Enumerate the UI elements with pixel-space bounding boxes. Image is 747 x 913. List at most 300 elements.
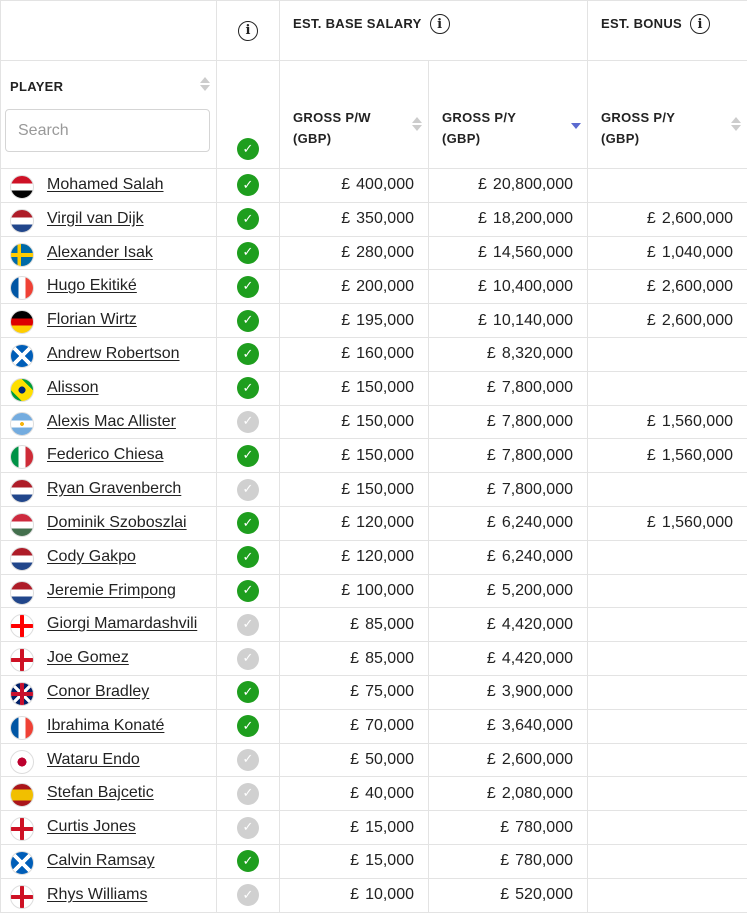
uk-flag-icon xyxy=(10,682,34,706)
sort-icon[interactable] xyxy=(731,117,741,131)
gross-py-cell xyxy=(429,337,588,371)
currency-symbol: £ xyxy=(341,244,350,261)
bonus-info-icon[interactable]: i xyxy=(690,14,710,34)
unverified-check-icon: ✓ xyxy=(237,817,259,839)
england-flag-icon xyxy=(10,817,34,841)
bonus-py-cell xyxy=(588,439,747,473)
verified-check-icon: ✓ xyxy=(237,580,259,602)
gross-py-value: 780,000 xyxy=(515,819,573,836)
unverified-check-icon: ✓ xyxy=(237,648,259,670)
table-row xyxy=(1,506,747,540)
japan-flag-icon xyxy=(10,750,34,774)
player-cell xyxy=(1,844,217,878)
currency-symbol: £ xyxy=(341,413,350,430)
currency-symbol: £ xyxy=(487,514,496,531)
table-row xyxy=(1,811,747,845)
player-cell xyxy=(1,811,217,845)
gross-py-value: 10,140,000 xyxy=(493,312,573,329)
currency-symbol: £ xyxy=(647,514,656,531)
gross-pw-value: 195,000 xyxy=(356,312,414,329)
verified-check-icon: ✓ xyxy=(237,208,259,230)
gross-pw-unit: (GBP) xyxy=(293,131,331,146)
currency-symbol: £ xyxy=(341,176,350,193)
gross-pw-cell xyxy=(280,202,429,236)
verified-check-icon: ✓ xyxy=(237,850,259,872)
verified-cell xyxy=(217,202,280,236)
player-name-link[interactable]: Dominik Szoboszlai xyxy=(47,514,187,532)
verified-cell xyxy=(217,540,280,574)
gross-py-cell xyxy=(429,506,588,540)
player-cell xyxy=(1,371,217,405)
currency-symbol: £ xyxy=(341,210,350,227)
currency-symbol: £ xyxy=(478,176,487,193)
player-name-link[interactable]: Calvin Ramsay xyxy=(47,852,155,870)
gross-py-value: 2,600,000 xyxy=(502,751,573,768)
gross-py-value: 7,800,000 xyxy=(502,379,573,396)
base-salary-info-icon[interactable]: i xyxy=(430,14,450,34)
table-row xyxy=(1,777,747,811)
gross-py-unit: (GBP) xyxy=(442,131,480,146)
bonus-py-cell xyxy=(588,642,747,676)
gross-py-cell xyxy=(429,777,588,811)
verified-check-icon: ✓ xyxy=(237,343,259,365)
player-column-label[interactable]: PLAYER xyxy=(10,79,63,94)
germany-flag-icon xyxy=(10,310,34,334)
player-name-link[interactable]: Virgil van Dijk xyxy=(47,210,144,228)
gross-pw-value: 280,000 xyxy=(356,244,414,261)
gross-py-value: 7,800,000 xyxy=(502,447,573,464)
scotland-flag-icon xyxy=(10,851,34,875)
georgia-flag-icon xyxy=(10,614,34,638)
bonus-py-cell xyxy=(588,540,747,574)
gross-pw-value: 150,000 xyxy=(356,481,414,498)
player-name-link[interactable]: Jeremie Frimpong xyxy=(47,582,176,600)
gross-pw-cell xyxy=(280,337,429,371)
bonus-py-cell xyxy=(588,405,747,439)
unverified-check-icon: ✓ xyxy=(237,749,259,771)
info-icon[interactable]: i xyxy=(238,21,258,41)
gross-py-cell xyxy=(429,540,588,574)
gross-py-cell xyxy=(429,574,588,608)
currency-symbol: £ xyxy=(341,548,350,565)
player-cell xyxy=(1,236,217,270)
table-row xyxy=(1,337,747,371)
unverified-check-icon: ✓ xyxy=(237,783,259,805)
check-icon: ✓ xyxy=(237,138,259,160)
brazil-flag-icon xyxy=(10,378,34,402)
currency-symbol: £ xyxy=(487,447,496,464)
verified-check-icon: ✓ xyxy=(237,512,259,534)
verified-cell xyxy=(217,811,280,845)
verified-cell xyxy=(217,439,280,473)
bonus-py-cell xyxy=(588,169,747,203)
bonus-py-column-header[interactable] xyxy=(588,61,747,169)
currency-symbol: £ xyxy=(478,244,487,261)
player-name-link[interactable]: Rhys Williams xyxy=(47,886,147,904)
currency-symbol: £ xyxy=(350,819,359,836)
gross-pw-cell xyxy=(280,811,429,845)
gross-py-cell xyxy=(429,844,588,878)
currency-symbol: £ xyxy=(487,751,496,768)
gross-py-cell xyxy=(429,202,588,236)
player-cell xyxy=(1,574,217,608)
currency-symbol: £ xyxy=(478,278,487,295)
currency-symbol: £ xyxy=(500,886,509,903)
bonus-py-cell xyxy=(588,337,747,371)
verified-check-icon: ✓ xyxy=(237,242,259,264)
gross-pw-cell xyxy=(280,574,429,608)
gross-pw-value: 70,000 xyxy=(365,717,414,734)
player-name-link[interactable]: Ryan Gravenberch xyxy=(47,480,181,498)
gross-py-cell xyxy=(429,642,588,676)
bonus-py-cell xyxy=(588,709,747,743)
table-row xyxy=(1,473,747,507)
bonus-py-cell xyxy=(588,371,747,405)
gross-pw-cell xyxy=(280,675,429,709)
verified-cell xyxy=(217,236,280,270)
player-name-link[interactable]: Curtis Jones xyxy=(47,818,136,836)
bonus-py-cell xyxy=(588,878,747,912)
france-flag-icon xyxy=(10,276,34,300)
player-cell xyxy=(1,743,217,777)
bonus-py-cell xyxy=(588,743,747,777)
verified-check-icon: ✓ xyxy=(237,174,259,196)
verified-check-icon: ✓ xyxy=(237,445,259,467)
search-input[interactable] xyxy=(5,109,210,152)
gross-py-value: 4,420,000 xyxy=(502,616,573,633)
bonus-py-label: GROSS P/Y xyxy=(601,110,675,125)
table-row xyxy=(1,202,747,236)
bonus-py-cell xyxy=(588,304,747,338)
unverified-check-icon: ✓ xyxy=(237,479,259,501)
gross-py-value: 4,420,000 xyxy=(502,650,573,667)
verified-cell xyxy=(217,304,280,338)
currency-symbol: £ xyxy=(350,886,359,903)
verified-cell xyxy=(217,675,280,709)
player-cell xyxy=(1,506,217,540)
currency-symbol: £ xyxy=(647,312,656,329)
gross-py-cell xyxy=(429,169,588,203)
verified-group-header xyxy=(217,1,280,61)
player-name-link[interactable]: Ibrahima Konaté xyxy=(47,717,164,735)
verified-check-icon: ✓ xyxy=(237,276,259,298)
gross-pw-value: 85,000 xyxy=(365,650,414,667)
currency-symbol: £ xyxy=(341,345,350,362)
currency-symbol: £ xyxy=(478,312,487,329)
gross-pw-cell xyxy=(280,439,429,473)
gross-pw-value: 40,000 xyxy=(365,785,414,802)
table-row xyxy=(1,405,747,439)
verified-cell xyxy=(217,777,280,811)
gross-pw-value: 50,000 xyxy=(365,751,414,768)
gross-py-cell xyxy=(429,405,588,439)
bonus-py-cell xyxy=(588,202,747,236)
bonus-py-value: 1,040,000 xyxy=(662,244,733,261)
bonus-py-unit: (GBP) xyxy=(601,131,639,146)
currency-symbol: £ xyxy=(350,683,359,700)
bonus-group-header xyxy=(588,1,747,61)
gross-py-value: 3,900,000 xyxy=(502,683,573,700)
verified-cell xyxy=(217,709,280,743)
player-cell xyxy=(1,405,217,439)
player-name-link[interactable]: Wataru Endo xyxy=(47,751,140,769)
verified-cell xyxy=(217,574,280,608)
verified-cell xyxy=(217,473,280,507)
table-row xyxy=(1,574,747,608)
unverified-check-icon: ✓ xyxy=(237,411,259,433)
gross-py-cell xyxy=(429,878,588,912)
gross-pw-label: GROSS P/W xyxy=(293,110,371,125)
unverified-check-icon: ✓ xyxy=(237,614,259,636)
verified-cell xyxy=(217,878,280,912)
currency-symbol: £ xyxy=(487,379,496,396)
gross-pw-value: 15,000 xyxy=(365,852,414,869)
currency-symbol: £ xyxy=(478,210,487,227)
gross-pw-cell xyxy=(280,270,429,304)
gross-pw-value: 100,000 xyxy=(356,582,414,599)
gross-pw-cell xyxy=(280,304,429,338)
verified-cell xyxy=(217,270,280,304)
verified-cell xyxy=(217,844,280,878)
france-flag-icon xyxy=(10,716,34,740)
base-salary-group-header xyxy=(280,1,588,61)
gross-pw-cell xyxy=(280,540,429,574)
bonus-py-cell xyxy=(588,608,747,642)
gross-pw-column-header[interactable] xyxy=(280,61,429,169)
verified-cell xyxy=(217,506,280,540)
gross-py-value: 780,000 xyxy=(515,852,573,869)
table-row xyxy=(1,371,747,405)
gross-pw-value: 120,000 xyxy=(356,514,414,531)
gross-py-value: 10,400,000 xyxy=(493,278,573,295)
currency-symbol: £ xyxy=(350,717,359,734)
currency-symbol: £ xyxy=(487,717,496,734)
gross-py-cell xyxy=(429,473,588,507)
table-row xyxy=(1,878,747,912)
gross-pw-cell xyxy=(280,743,429,777)
player-cell xyxy=(1,202,217,236)
currency-symbol: £ xyxy=(341,312,350,329)
currency-symbol: £ xyxy=(487,650,496,667)
gross-pw-value: 150,000 xyxy=(356,413,414,430)
gross-py-value: 6,240,000 xyxy=(502,514,573,531)
gross-pw-cell xyxy=(280,236,429,270)
verified-cell xyxy=(217,371,280,405)
player-name-link[interactable]: Alexander Isak xyxy=(47,244,153,262)
currency-symbol: £ xyxy=(647,278,656,295)
currency-symbol: £ xyxy=(500,819,509,836)
player-name-link[interactable]: Cody Gakpo xyxy=(47,548,136,566)
player-name-link[interactable]: Andrew Robertson xyxy=(47,345,180,363)
gross-pw-value: 350,000 xyxy=(356,210,414,227)
player-name-link[interactable]: Alisson xyxy=(47,379,99,397)
currency-symbol: £ xyxy=(500,852,509,869)
currency-symbol: £ xyxy=(487,582,496,599)
player-cell xyxy=(1,777,217,811)
verified-check-icon: ✓ xyxy=(237,310,259,332)
netherlands-flag-icon xyxy=(10,581,34,605)
table-row xyxy=(1,304,747,338)
currency-symbol: £ xyxy=(487,345,496,362)
bonus-py-cell xyxy=(588,506,747,540)
gross-py-value: 3,640,000 xyxy=(502,717,573,734)
bonus-py-cell xyxy=(588,236,747,270)
player-name-link[interactable]: Hugo Ekitiké xyxy=(47,277,137,295)
currency-symbol: £ xyxy=(350,852,359,869)
player-cell xyxy=(1,473,217,507)
bonus-py-cell xyxy=(588,777,747,811)
gross-pw-value: 85,000 xyxy=(365,616,414,633)
verified-check-icon: ✓ xyxy=(237,377,259,399)
verified-check-icon: ✓ xyxy=(237,546,259,568)
gross-py-value: 2,080,000 xyxy=(502,785,573,802)
player-cell xyxy=(1,675,217,709)
verified-cell xyxy=(217,743,280,777)
currency-symbol: £ xyxy=(341,481,350,498)
gross-pw-value: 15,000 xyxy=(365,819,414,836)
player-name-link[interactable]: Alexis Mac Allister xyxy=(47,413,176,431)
player-name-link[interactable]: Conor Bradley xyxy=(47,683,149,701)
currency-symbol: £ xyxy=(341,514,350,531)
currency-symbol: £ xyxy=(350,616,359,633)
table-row xyxy=(1,844,747,878)
verified-column-header xyxy=(217,61,280,169)
player-cell xyxy=(1,169,217,203)
gross-pw-cell xyxy=(280,405,429,439)
currency-symbol: £ xyxy=(487,413,496,430)
bonus-py-value: 1,560,000 xyxy=(662,413,733,430)
player-cell xyxy=(1,439,217,473)
currency-symbol: £ xyxy=(341,278,350,295)
player-name-link[interactable]: Mohamed Salah xyxy=(47,176,164,194)
gross-py-cell xyxy=(429,236,588,270)
table-body xyxy=(1,169,747,913)
netherlands-flag-icon xyxy=(10,479,34,503)
verified-check-icon: ✓ xyxy=(237,681,259,703)
gross-py-cell xyxy=(429,709,588,743)
currency-symbol: £ xyxy=(487,683,496,700)
currency-symbol: £ xyxy=(647,210,656,227)
bonus-py-cell xyxy=(588,270,747,304)
gross-py-cell xyxy=(429,439,588,473)
verified-cell xyxy=(217,337,280,371)
bonus-label: EST. BONUS xyxy=(601,16,682,31)
currency-symbol: £ xyxy=(647,413,656,430)
verified-cell xyxy=(217,169,280,203)
currency-symbol: £ xyxy=(350,785,359,802)
gross-py-value: 7,800,000 xyxy=(502,413,573,430)
egypt-flag-icon xyxy=(10,175,34,199)
table-row xyxy=(1,675,747,709)
bonus-py-cell xyxy=(588,844,747,878)
sort-desc-icon[interactable] xyxy=(571,123,581,129)
currency-symbol: £ xyxy=(341,447,350,464)
table-row xyxy=(1,743,747,777)
gross-pw-cell xyxy=(280,709,429,743)
gross-py-cell xyxy=(429,675,588,709)
currency-symbol: £ xyxy=(487,481,496,498)
player-cell xyxy=(1,304,217,338)
table-row xyxy=(1,709,747,743)
bonus-py-value: 1,560,000 xyxy=(662,514,733,531)
gross-py-cell xyxy=(429,811,588,845)
player-name-link[interactable]: Giorgi Mamardashvili xyxy=(47,615,197,633)
gross-py-value: 520,000 xyxy=(515,886,573,903)
gross-py-label: GROSS P/Y xyxy=(442,110,516,125)
gross-pw-value: 120,000 xyxy=(356,548,414,565)
gross-pw-value: 200,000 xyxy=(356,278,414,295)
table-row xyxy=(1,236,747,270)
gross-pw-value: 150,000 xyxy=(356,379,414,396)
gross-py-value: 14,560,000 xyxy=(493,244,573,261)
currency-symbol: £ xyxy=(350,650,359,667)
player-cell xyxy=(1,709,217,743)
gross-pw-cell xyxy=(280,371,429,405)
bonus-py-value: 1,560,000 xyxy=(662,447,733,464)
gross-pw-value: 400,000 xyxy=(356,176,414,193)
player-column-header xyxy=(1,61,217,169)
gross-py-cell xyxy=(429,743,588,777)
gross-py-value: 20,800,000 xyxy=(493,176,573,193)
player-cell xyxy=(1,270,217,304)
gross-py-value: 7,800,000 xyxy=(502,481,573,498)
verified-check-icon: ✓ xyxy=(237,715,259,737)
currency-symbol: £ xyxy=(341,582,350,599)
gross-pw-cell xyxy=(280,777,429,811)
table-row xyxy=(1,169,747,203)
gross-py-value: 8,320,000 xyxy=(502,345,573,362)
table-row xyxy=(1,608,747,642)
gross-pw-cell xyxy=(280,506,429,540)
player-cell xyxy=(1,337,217,371)
england-flag-icon xyxy=(10,648,34,672)
player-name-link[interactable]: Florian Wirtz xyxy=(47,311,137,329)
sort-icon[interactable] xyxy=(200,77,210,91)
player-name-link[interactable]: Stefan Bajcetic xyxy=(47,784,154,802)
gross-py-value: 6,240,000 xyxy=(502,548,573,565)
gross-pw-value: 150,000 xyxy=(356,447,414,464)
sort-icon[interactable] xyxy=(412,117,422,131)
hungary-flag-icon xyxy=(10,513,34,537)
player-cell xyxy=(1,540,217,574)
gross-py-column-header[interactable] xyxy=(429,61,588,169)
bonus-py-value: 2,600,000 xyxy=(662,312,733,329)
gross-py-cell xyxy=(429,304,588,338)
argentina-flag-icon xyxy=(10,412,34,436)
bonus-py-cell xyxy=(588,473,747,507)
sweden-flag-icon xyxy=(10,243,34,267)
gross-py-value: 18,200,000 xyxy=(493,210,573,227)
gross-pw-value: 160,000 xyxy=(356,345,414,362)
currency-symbol: £ xyxy=(350,751,359,768)
currency-symbol: £ xyxy=(487,616,496,633)
table-row xyxy=(1,270,747,304)
gross-pw-cell xyxy=(280,878,429,912)
player-name-link[interactable]: Federico Chiesa xyxy=(47,446,164,464)
bonus-py-value: 2,600,000 xyxy=(662,278,733,295)
gross-py-cell xyxy=(429,608,588,642)
verified-cell xyxy=(217,405,280,439)
gross-pw-cell xyxy=(280,169,429,203)
player-group-header xyxy=(1,1,217,61)
player-name-link[interactable]: Joe Gomez xyxy=(47,649,129,667)
gross-py-value: 5,200,000 xyxy=(502,582,573,599)
gross-pw-value: 10,000 xyxy=(365,886,414,903)
verified-cell xyxy=(217,608,280,642)
table-row xyxy=(1,642,747,676)
netherlands-flag-icon xyxy=(10,209,34,233)
currency-symbol: £ xyxy=(487,785,496,802)
